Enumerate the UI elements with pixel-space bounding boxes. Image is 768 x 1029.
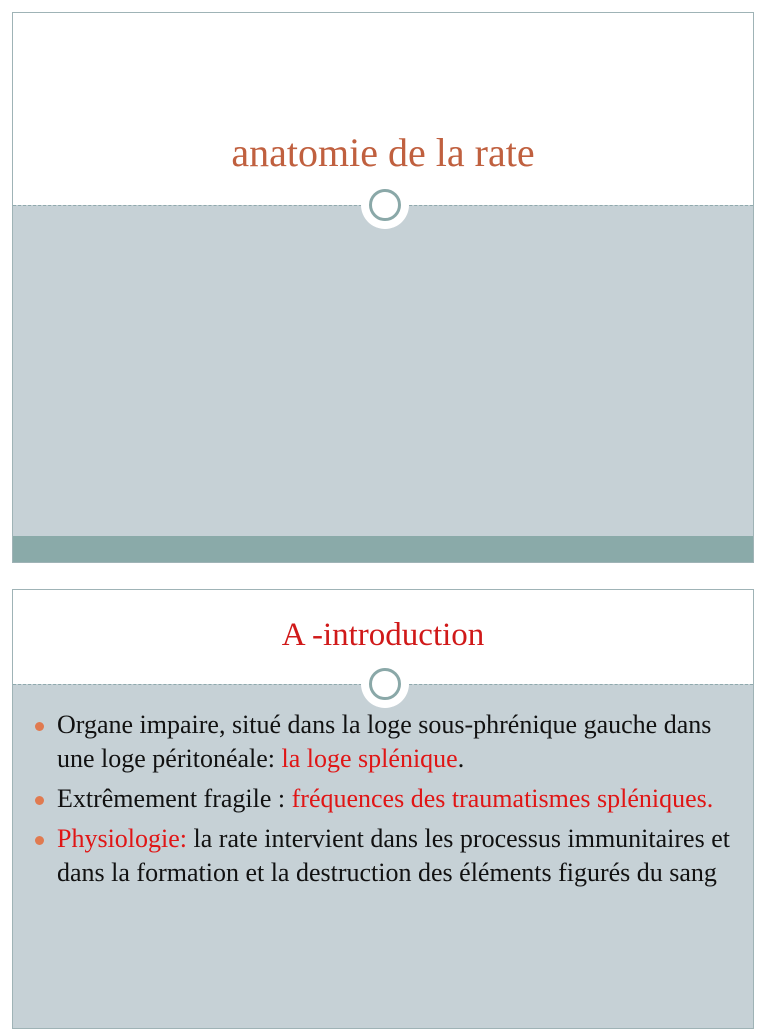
bullet-item xyxy=(33,708,733,776)
emphasis-text: fréquences des traumatismes spléniques. xyxy=(291,784,714,813)
slide-title: A -introduction xyxy=(281,617,485,653)
title-slide-header xyxy=(13,13,753,205)
bullet-dot-icon xyxy=(35,836,44,845)
title-slide xyxy=(12,12,754,563)
bullet-item xyxy=(33,822,733,890)
bullet-text: . xyxy=(457,744,465,773)
circle-ornament-icon xyxy=(361,181,409,229)
circle-ornament-icon xyxy=(361,660,409,708)
slide-title: anatomie de la rate xyxy=(231,130,535,175)
footer-bar xyxy=(13,536,753,562)
emphasis-text: Physiologie: xyxy=(57,824,188,853)
bullet-text: Extrêmement fragile : xyxy=(57,784,292,813)
emphasis-text: la loge splénique xyxy=(281,744,458,773)
bullet-list xyxy=(33,708,733,896)
bullet-text: Organe impaire, situé dans la loge sous-phrénique gauche dans une loge péritonéale: xyxy=(57,710,712,773)
bullet-text: la rate intervient dans les processus immunitaires et dans la formation et la destruction des éléments figurés du sang xyxy=(57,824,730,887)
bullet-dot-icon xyxy=(35,722,44,731)
bullet-dot-icon xyxy=(35,796,44,805)
bullet-item xyxy=(33,782,733,816)
introduction-slide xyxy=(12,589,754,1029)
